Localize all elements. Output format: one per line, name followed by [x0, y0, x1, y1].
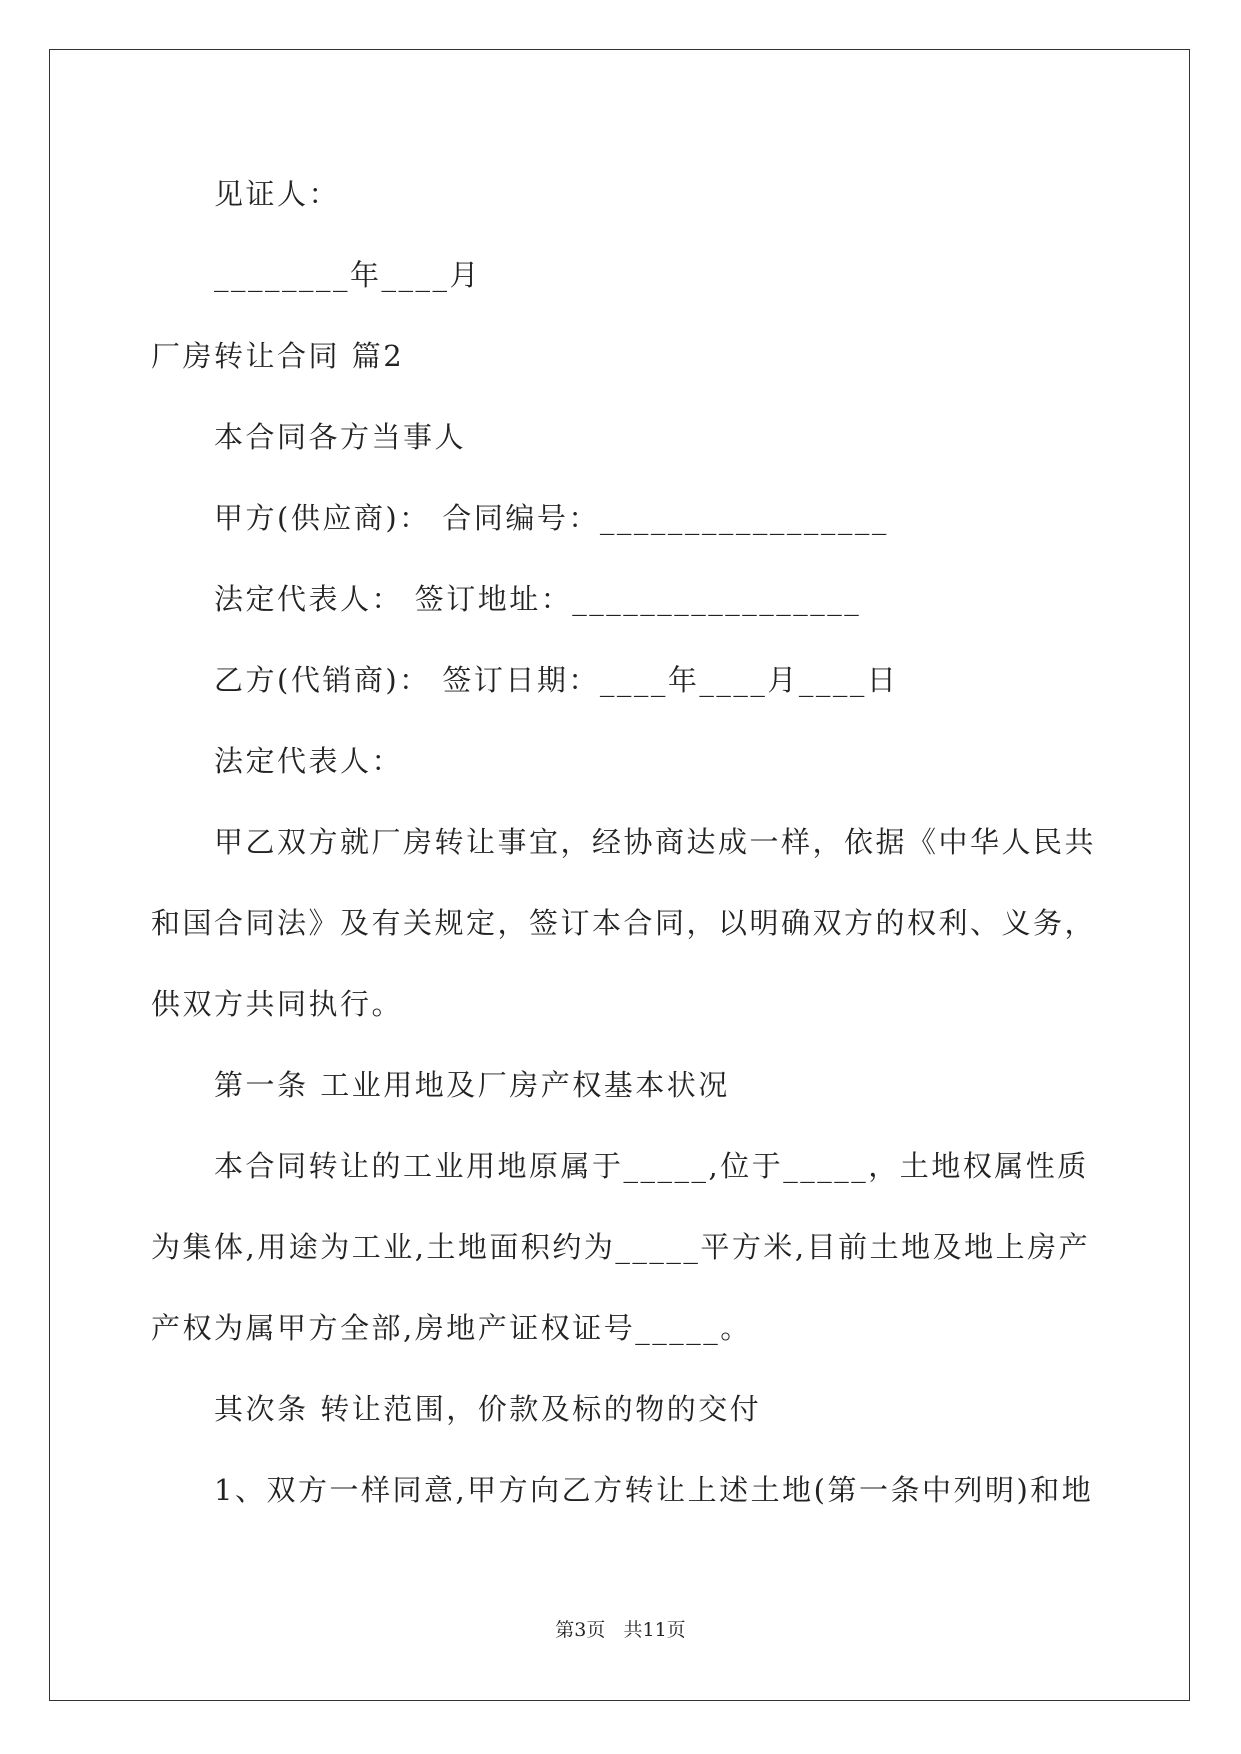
- witness-line: 见证人：: [214, 177, 341, 211]
- article-heading: 第一条 工业用地及厂房产权基本状况: [214, 1068, 730, 1102]
- paragraph-line: 甲乙双方就厂房转让事宜，经协商达成一样，依据《中华人民共: [214, 825, 1097, 859]
- party-a-line: 甲方(供应商)： 合同编号：_________________: [214, 501, 889, 535]
- article-heading: 其次条 转让范围，价款及标的物的交付: [214, 1392, 762, 1426]
- date-blank-line: ________年____月: [214, 258, 482, 292]
- paragraph-line: 产权为属甲方全部,房地产证权证号_____。: [151, 1311, 752, 1345]
- paragraph-line: 供双方共同执行。: [151, 987, 404, 1021]
- paragraph-line: 和国合同法》及有关规定，签订本合同，以明确双方的权利、义务，: [151, 906, 1097, 940]
- page-number: 第3页 共11页: [555, 1619, 686, 1641]
- legal-rep-line: 法定代表人：: [214, 744, 404, 778]
- party-b-line: 乙方(代销商)： 签订日期：____年____月____日: [214, 663, 899, 697]
- paragraph-line: 为集体,用途为工业,土地面积约为_____平方米,目前土地及地上房产: [151, 1230, 1091, 1264]
- paragraph-line: 1、双方一样同意,甲方向乙方转让上述土地(第一条中列明)和地: [214, 1473, 1094, 1507]
- section-heading: 厂房转让合同 篇2: [151, 339, 405, 373]
- page-border: [49, 49, 1190, 1701]
- legal-rep-address-line: 法定代表人： 签订地址：_________________: [214, 582, 862, 616]
- paragraph-line: 本合同转让的工业用地原属于_____,位于_____，土地权属性质: [214, 1149, 1089, 1183]
- parties-intro: 本合同各方当事人: [214, 420, 467, 454]
